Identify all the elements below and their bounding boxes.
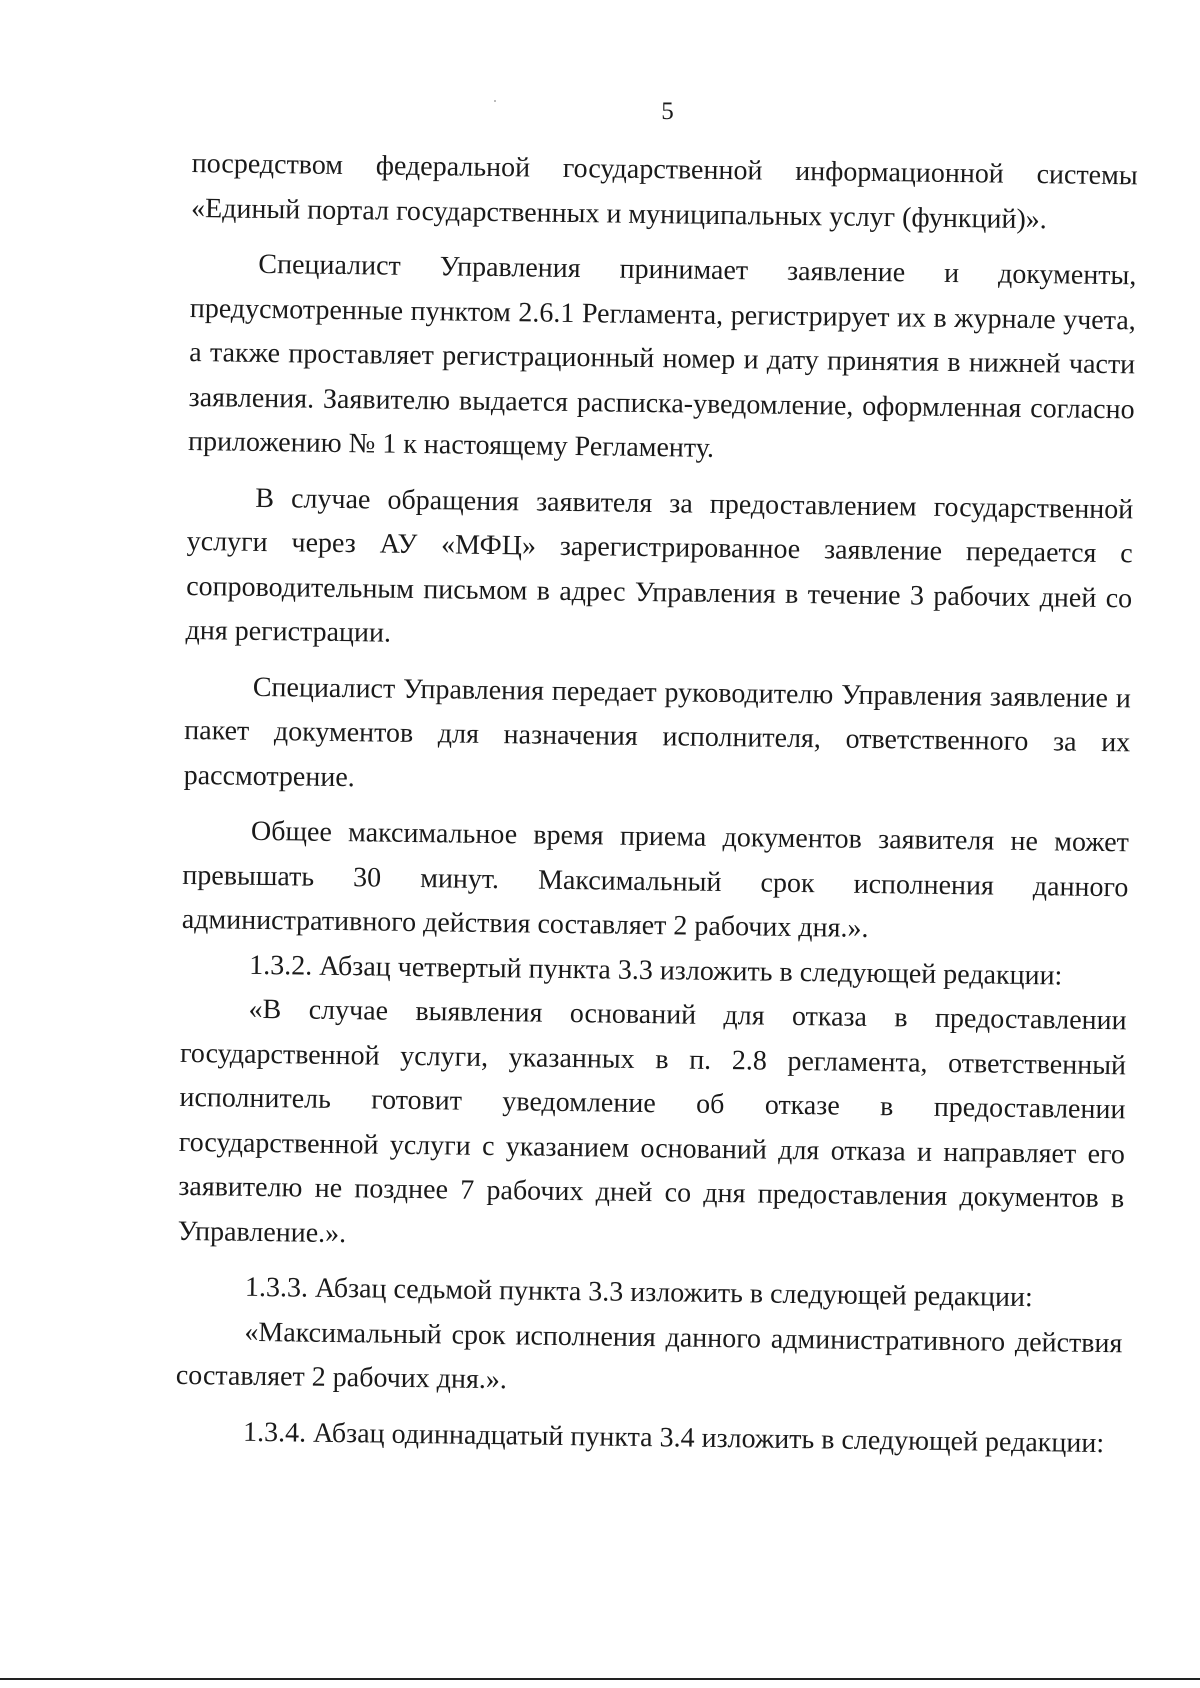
- quoted-paragraph: «В случае выявления оснований для отказа в предоставлении государственной услуги, указанных в п. 2.8 регламента, ответственный исполнитель готовит уведомление об отказе в предоставлении государственной услуги с указанием оснований для отказа и направляет его заявителю не позднее 7 рабочих дней со дня предоставления документов в Управление.».: [177, 993, 1127, 1249]
- page-number: 5: [661, 98, 674, 125]
- scan-edge-line: [0, 1678, 1200, 1680]
- paragraph: посредством федеральной государственной информационной системы «Единый портал государственных и муниципальных услуг (функций)».: [190, 147, 1138, 235]
- document-body: [175, 142, 1138, 1477]
- quoted-paragraph: «Максимальный срок исполнения данного административного действия составляет 2 рабочих дня.».: [175, 1316, 1123, 1396]
- amendment-heading: 1.3.2. Абзац четвертый пункта 3.3 изложить в следующей редакции:: [249, 949, 1063, 991]
- amendment-heading: 1.3.3. Абзац седьмой пункта 3.3 изложить в следующей редакции:: [244, 1271, 1033, 1314]
- amendment-heading: 1.3.4. Абзац одиннадцатый пункта 3.4 изложить в следующей редакции:: [242, 1416, 1105, 1459]
- paragraph: Специалист Управления принимает заявление и документы, предусмотренные пунктом 2.6.1 Регламента, регистрирует их в журнале учета, а также проставляет регистрационный номер и дату принятия в нижней части заявления. Заявителю выдается расписка-уведомление, оформленная согласно приложению № 1 к настоящему Регламенту.: [187, 248, 1137, 464]
- paragraph: Общее максимальное время приема документов заявителя не может превышать 30 минут. Максимальный срок исполнения данного административного действия составляет 2 рабочих дня.».: [181, 815, 1130, 944]
- paragraph: Специалист Управления передает руководителю Управления заявление и пакет документов для назначения исполнителя, ответственного за их рассмотрение.: [183, 671, 1132, 793]
- paragraph: В случае обращения заявителя за предоставлением государственной услуги через АУ «МФЦ» зарегистрированное заявление передается с сопроводительным письмом в адрес Управления в течение 3 рабочих дней со дня регистрации.: [185, 482, 1134, 649]
